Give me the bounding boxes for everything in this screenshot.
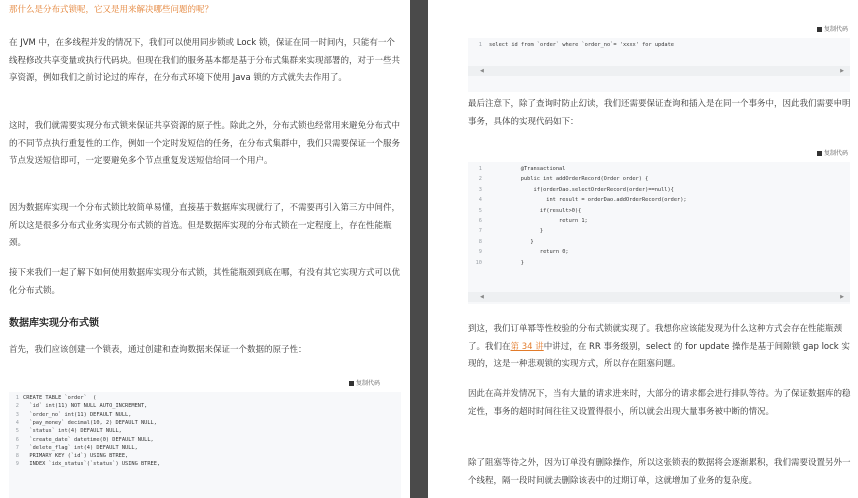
paragraph-cleanup-thread: 除了阻塞等待之外，因为订单没有删除操作，所以这张锁表的数据将会逐渐累积，我们需要设置另外一个线程，隔一段时间就去删除该表中的过期订单，这就增加了业务的复杂度。: [468, 458, 851, 486]
paragraph-database-lock: 因为数据库实现一个分布式锁比较简单易懂，直接基于数据库实现就行了，不需要再引入第三方中间件，所以这是很多分布式业务实现分布式锁的首选。但是数据库实现的分布式锁在一定程度上，存在性能瓶颈。: [9, 203, 401, 248]
horizontal-scrollbar[interactable]: [468, 66, 850, 76]
scroll-right-icon[interactable]: ▶: [840, 68, 844, 74]
copy-code-button[interactable]: [817, 26, 848, 34]
paragraph-transaction: 最后注意下，除了查询时防止幻读，我们还需要保证查询和插入是在同一个事务中，因此我们需要申明事务，具体的实现代码如下：: [468, 99, 851, 127]
code-block-select-for-update: 1 select id from `order` where `order_no`= 'xxxx' for update ◀ ▶: [468, 38, 850, 92]
lecture-34-link[interactable]: 第 34 讲: [510, 341, 544, 352]
copy-code-label: 复制代码: [824, 150, 849, 157]
scroll-left-icon[interactable]: ◀: [480, 68, 484, 74]
paragraph-create-lock-table: 首先，我们应该创建一个锁表，通过创建和查询数据来保证一个数据的原子性：: [9, 345, 307, 355]
scroll-right-icon[interactable]: ▶: [840, 294, 844, 300]
paragraph-jvm-lock: 在 JVM 中，在多线程并发的情况下，我们可以使用同步锁或 Lock 锁，保证在同一时间内，只能有一个线程修改共享变量或执行代码块。但现在我们的服务基本都是基于分布式集群来实现部署的，对于一些共享资源，例如我们之前讨论过的库存，在分布式环境下使用 Java 锁的方式就失去作用了。: [9, 38, 401, 83]
copy-code-button[interactable]: [817, 150, 848, 158]
paragraph-high-concurrency: 因此在高并发情况下，当有大量的请求进来时，大部分的请求都会进行排队等待。为了保证数据库的稳定性，事务的超时时间往往又设置得很小，所以就会出现大量事务被中断的情况。: [468, 389, 851, 417]
paragraph-distributed-lock: 这时，我们就需要实现分布式锁来保证共享资源的原子性。除此之外，分布式锁也经常用来避免分布式中的不同节点执行重复性的工作，例如一个定时发短信的任务，在分布式集群中，我们只需要保证一个服务节点发送短信即可，一定要避免多个节点重复发送短信给同一个用户。: [9, 121, 401, 166]
code-block-transactional: 1 @Transactional 2 public int addOrderRecord(Order order) { 3 if(orderDao.selectOrderRecord(order)==null){ 4 int result = orderDao.addOrderRecord(order); 5 if(result>0){ 6 return 1; 7 } 8 } 9 return 0; 10 } ◀ ▶: [468, 162, 850, 304]
paragraph-performance-bottleneck: 到这，我们订单幂等性校验的分布式锁就实现了。我想你应该能发现为什么这种方式会存在性能瓶颈了。我们在第 34 讲中讲过，在 RR 事务级别，select 的 for update 操作是基于间隙锁 gap lock 实现的，这是一种悲观锁的实现方式，所以存在阻塞问题。: [468, 324, 850, 369]
horizontal-scrollbar[interactable]: [468, 292, 850, 302]
copy-code-button[interactable]: [349, 380, 380, 388]
left-article-page: [0, 0, 410, 498]
scroll-left-icon[interactable]: ◀: [480, 294, 484, 300]
copy-code-label: 复制代码: [356, 380, 381, 387]
section-title: 数据库实现分布式锁: [9, 318, 99, 329]
question-heading: 那什么是分布式锁呢，它又是用来解决哪些问题的呢？: [9, 5, 214, 15]
paragraph-next-steps: 接下来我们一起了解下如何使用数据库实现分布式锁，其性能瓶颈到底在哪，有没有其它实现方式可以优化分布式锁。: [9, 268, 401, 296]
copy-icon: [817, 27, 822, 32]
right-article-page: [428, 0, 858, 498]
copy-code-label: 复制代码: [824, 26, 849, 33]
code-block-create-table: 1 CREATE TABLE `order` ( 2 `id` int(11) NOT NULL AUTO_INCREMENT, 3 `order_no` int(11) DEFAULT NULL, 4 `pay_money` decimal(10, 2) DEFAULT NULL, 5 `status` int(4) DEFAULT NULL, 6 `create_date` datetime(0) DEFAULT NULL, 7 `delete_flag` int(4) DEFAULT NULL, 8 PRIMARY KEY (`id`) USING BTREE, 9 INDEX `idx_status`(`status`) USING BTREE,: [9, 392, 401, 498]
copy-icon: [817, 151, 822, 156]
copy-icon: [349, 381, 354, 386]
